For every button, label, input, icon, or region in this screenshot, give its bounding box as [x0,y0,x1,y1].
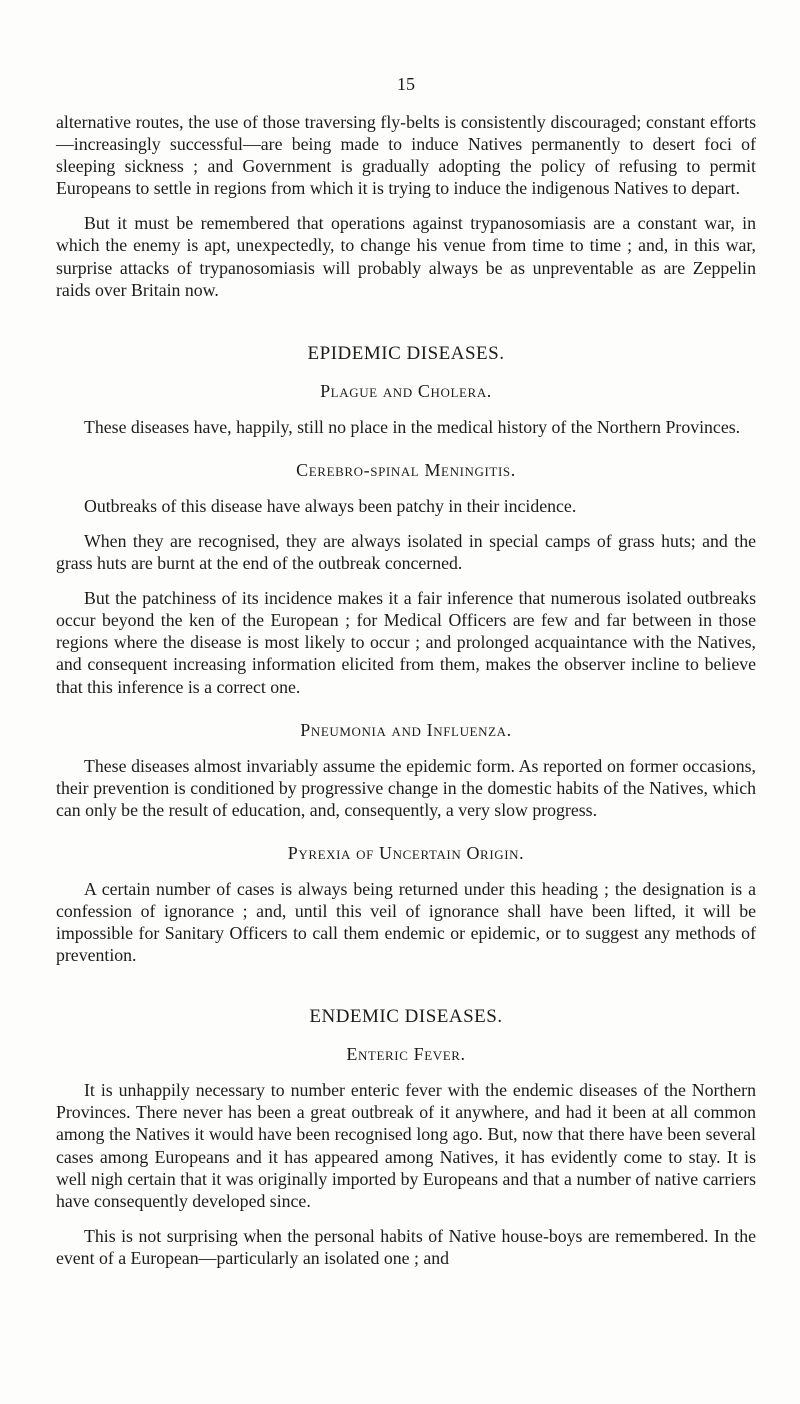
document-page [56,0,756,1269]
meningitis-paragraph-2: When they are recognised, they are always isolated in special camps of grass huts; and the grass huts are burnt at the end of the outbreak concerned. [56,530,756,574]
meningitis-paragraph-3: But the patchiness of its incidence makes it a fair inference that numerous isolated outbreaks occur beyond the ken of the European ; for Medical Officers are few and far between in those regions where the disease is most likely to occur ; and prolonged acquaintance with the Natives, and consequent increasing information elicited from them, makes the observer incline to believe that this inference is a correct one. [56,588,756,697]
pneumonia-paragraph: These diseases almost invariably assume the epidemic form. As reported on former occasions, their prevention is conditioned by progressive change in the domestic habits of the Natives, which can only be the result of education, and, consequently, a very slow progress. [56,755,756,820]
plague-cholera-heading: Plague and Cholera. [320,380,492,401]
meningitis-heading: Cerebro-spinal Meningitis. [296,459,516,480]
epidemic-diseases-heading: EPIDEMIC DISEASES. [307,342,505,364]
pyrexia-paragraph: A certain number of cases is always being returned under this heading ; the designation is a confession of ignorance ; and, until this veil of ignorance shall have been lifted, it will be impossible for Sanitary Officers to call them endemic or epidemic, or to suggest any methods of prevention. [56,878,756,966]
intro-paragraph-1: alternative routes, the use of those traversing fly-belts is consistently discouraged; constant efforts—increasingly successful—are being made to induce Natives permanently to desert foci of sleeping sickness ; and Government is gradually adopting the policy of refusing to permit Europeans to settle in regions from which it is trying to induce the indigenous Natives to depart. [56,112,756,199]
pyrexia-heading: Pyrexia of Uncertain Origin. [287,842,525,863]
page-number: 15 [397,74,415,94]
meningitis-paragraph-1: Outbreaks of this disease have always been patchy in their incidence. [84,495,577,516]
enteric-paragraph-1: It is unhappily necessary to number enteric fever with the endemic diseases of the Northern Provinces. There never has been a great outbreak of it anywhere, and had it been at all common among the Natives it would have been recognised long ago. But, now that there have been several cases among Europeans and it has appeared among Natives, it has evidently come to stay. It is well nigh certain that it was originally imported by Europeans and that a number of native carriers have consequently developed since. [56,1080,756,1211]
enteric-paragraph-2: This is not surprising when the personal habits of Native house-boys are remembered. In the event of a European—particularly an isolated one ; and [56,1225,756,1268]
endemic-diseases-heading: ENDEMIC DISEASES. [309,1006,503,1028]
plague-paragraph: These diseases have, happily, still no place in the medical history of the Northern Provinces. [84,416,741,437]
intro-paragraph-2: But it must be remembered that operations against trypanosomiasis are a constant war, in which the enemy is apt, unexpectedly, to change his venue from time to time ; and, in this war, surprise attacks of trypanosomiasis will probably always be as unpreventable as are Zeppelin raids over Britain now. [56,213,756,300]
pneumonia-influenza-heading: Pneumonia and Influenza. [300,719,512,740]
enteric-fever-heading: Enteric Fever. [346,1044,466,1065]
